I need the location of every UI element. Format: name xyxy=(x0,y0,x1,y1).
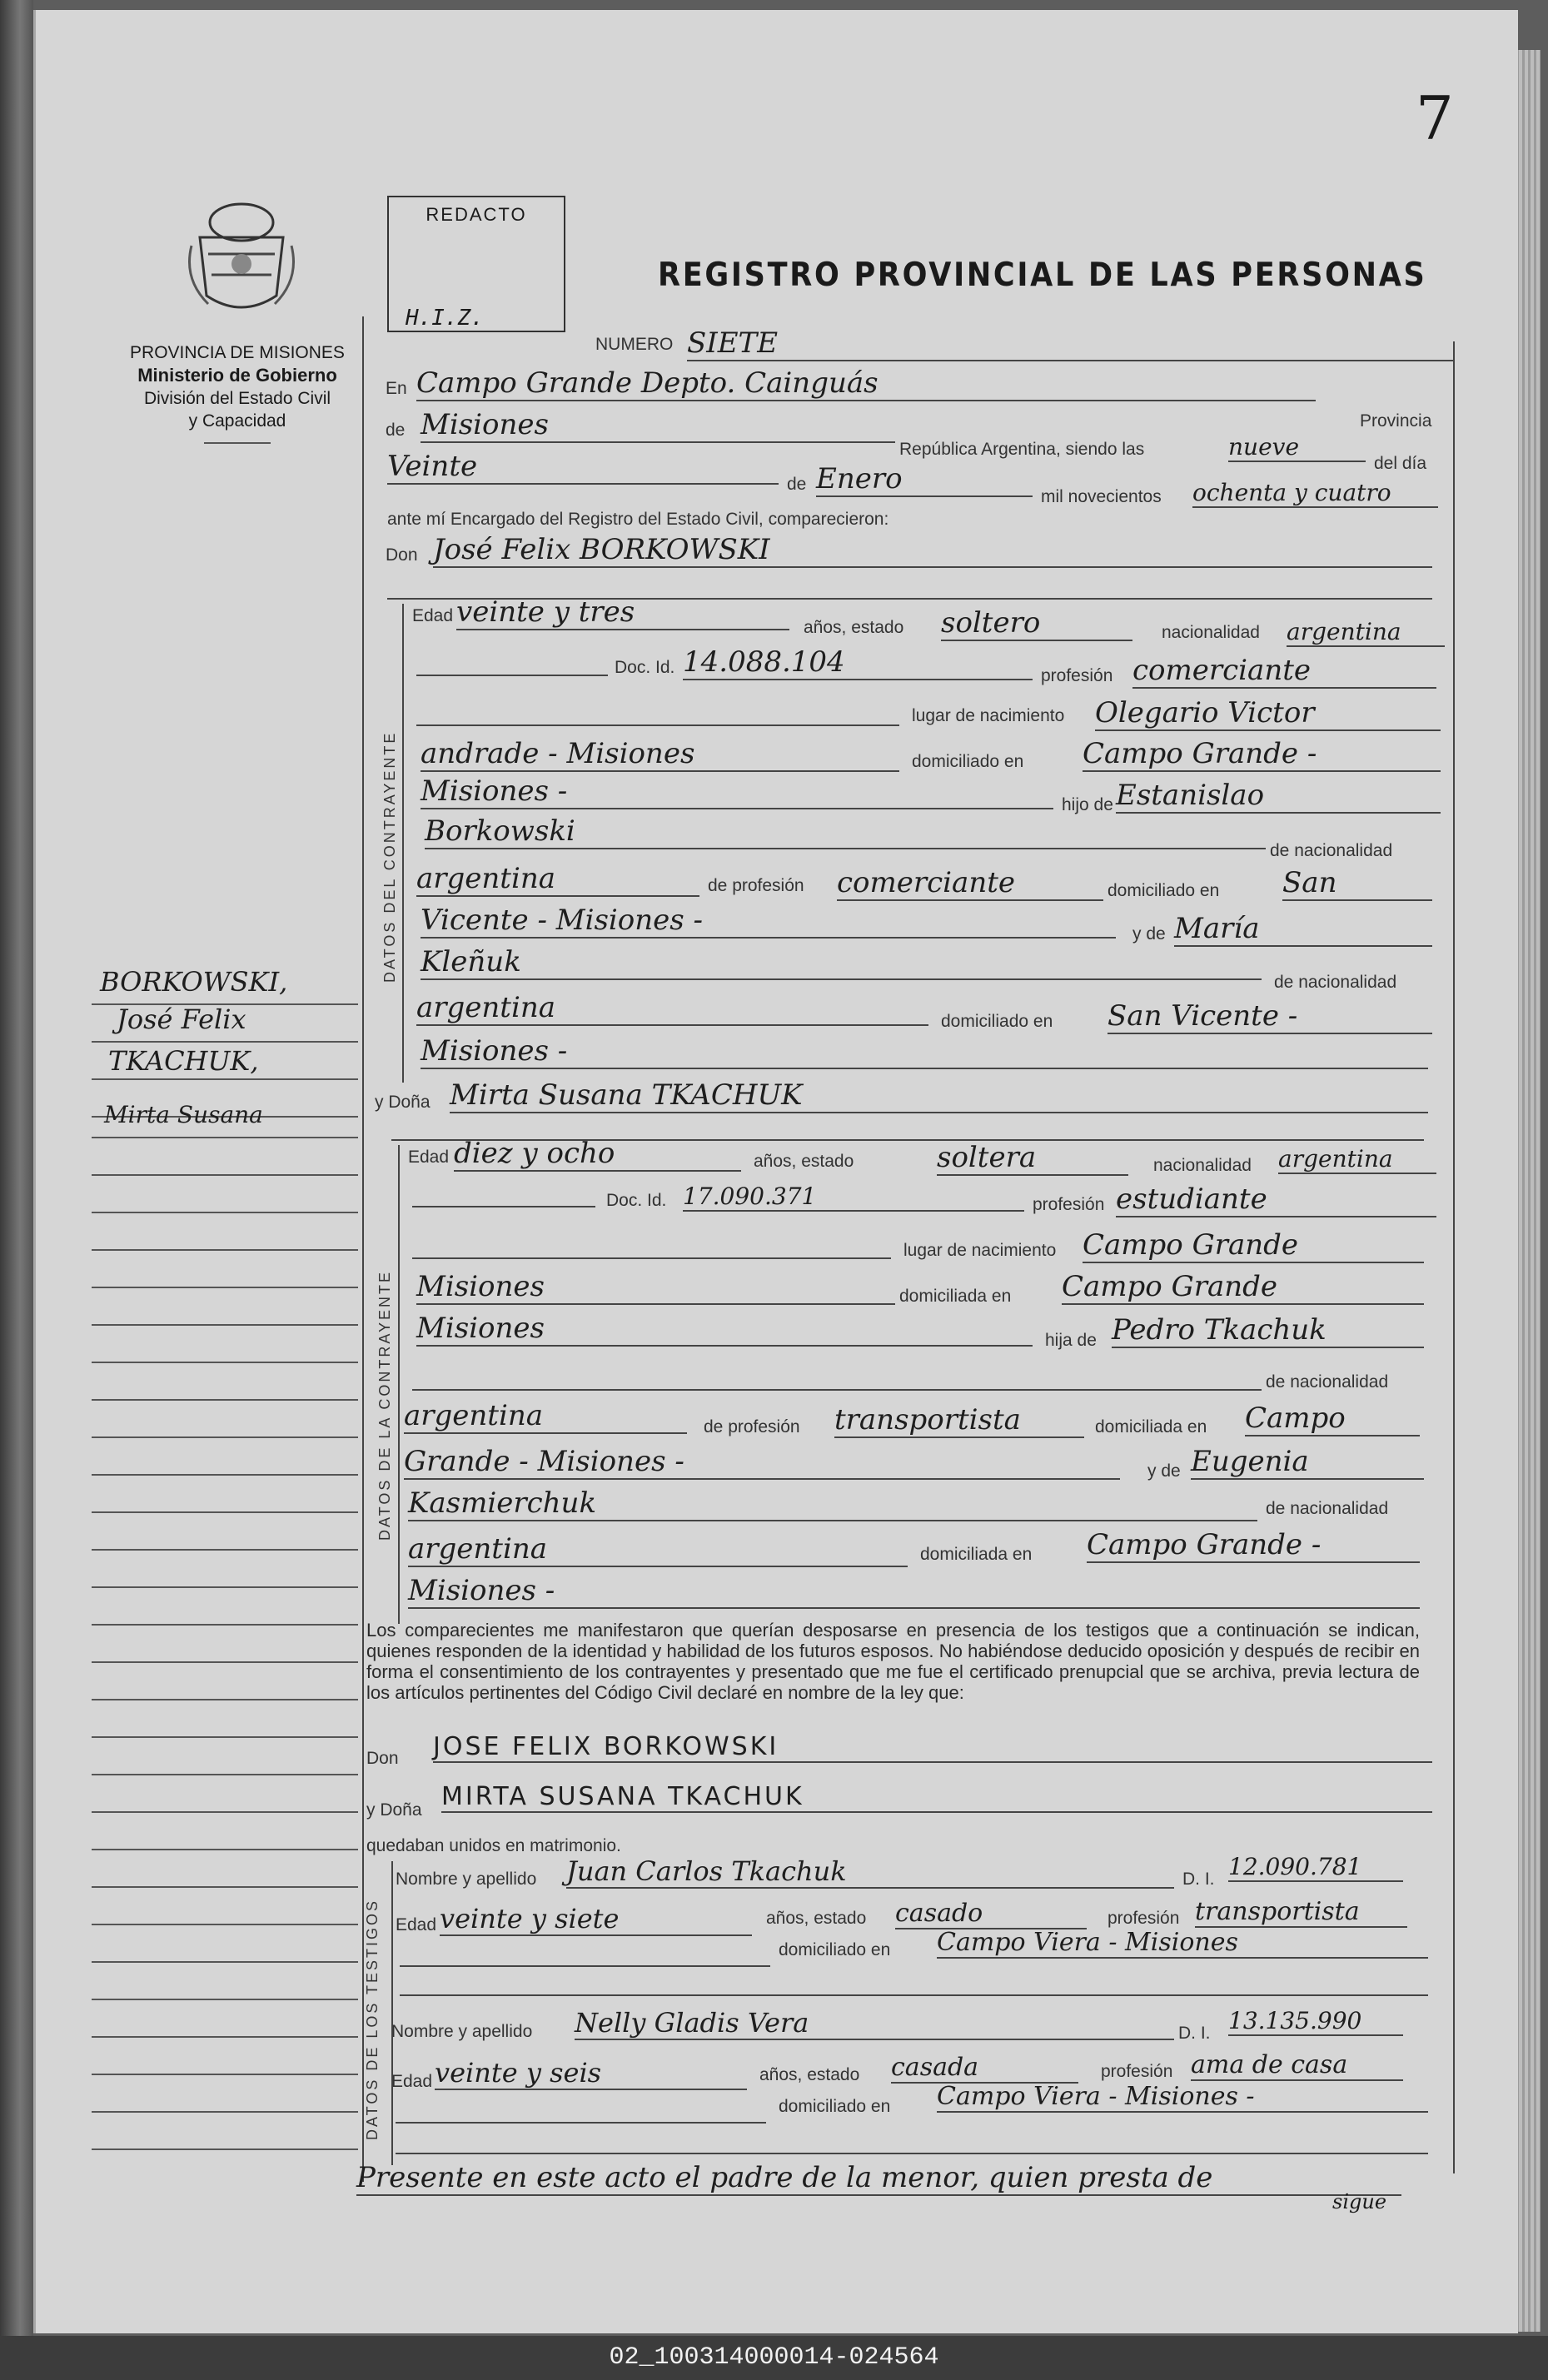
margin-line xyxy=(92,1287,358,1288)
margin-line xyxy=(92,1624,358,1626)
redacto-value: H.I.Z. xyxy=(406,306,484,331)
lugar-nac-label: lugar de nacimiento xyxy=(912,706,1065,725)
issuer-division: División del Estado Civil xyxy=(143,389,331,408)
f-madre-dom: Campo Grande - xyxy=(1087,1528,1420,1563)
coat-of-arms-icon xyxy=(183,196,300,321)
t1-di: 12.090.781 xyxy=(1228,1853,1403,1882)
di-label: D. I. xyxy=(1178,2024,1211,2043)
margin-line xyxy=(92,2074,358,2075)
nombre-label: Nombre y apellido xyxy=(396,1870,537,1889)
profesion-label: profesión xyxy=(1041,666,1113,685)
dona-label-2: y Doña xyxy=(366,1800,422,1820)
domiciliada-label: domiciliada en xyxy=(920,1545,1033,1564)
c-lugar-nac: Olegario Victor xyxy=(1095,696,1441,731)
quedaban-label: quedaban unidos en matrimonio. xyxy=(366,1836,621,1855)
margin-line xyxy=(92,1474,358,1476)
footer-id: 02_100314000014-024564 xyxy=(0,2336,1548,2380)
redacto-label: REDACTO xyxy=(426,204,527,225)
margin-line xyxy=(92,1249,358,1251)
f-estado: soltera xyxy=(937,1141,1128,1176)
t1-nombre: Juan Carlos Tkachuk xyxy=(566,1855,1174,1889)
c-madre2: Kleñuk xyxy=(421,945,1262,980)
margin-line xyxy=(92,1849,358,1850)
t2-domicilio: Campo Viera - Misiones - xyxy=(937,2082,1428,2113)
c-lugar-nac2: andrade - Misiones xyxy=(421,737,899,772)
profesion-label: profesión xyxy=(1101,2062,1173,2081)
t2-nombre: Nelly Gladis Vera xyxy=(575,2007,1174,2040)
doc-label: Doc. Id. xyxy=(606,1191,667,1210)
nacionalidad-label: nacionalidad xyxy=(1153,1156,1252,1175)
t2-di: 13.135.990 xyxy=(1228,2007,1403,2036)
de-nacionalidad-label: de nacionalidad xyxy=(1266,1372,1389,1392)
de-mes-label: de xyxy=(787,475,807,494)
y-de-label: y de xyxy=(1132,924,1166,944)
book-spine xyxy=(0,0,33,2380)
margin-line xyxy=(92,1924,358,1925)
margin-line xyxy=(92,2111,358,2113)
anio-value: ochenta y cuatro xyxy=(1192,479,1438,508)
dona-value: Mirta Susana TKACHUK xyxy=(450,1078,1428,1113)
issuer-ministry: Ministerio de Gobierno xyxy=(137,365,337,386)
side-contrayente: DATOS DEL CONTRAYENTE xyxy=(381,730,398,983)
side-testigos: DATOS DE LOS TESTIGOS xyxy=(364,1898,381,2140)
f-padre: Pedro Tkachuk xyxy=(1112,1313,1424,1348)
republica-label: República Argentina, siendo las xyxy=(899,440,1145,459)
hora-value: nueve xyxy=(1228,433,1366,462)
domiciliado-label: domiciliado en xyxy=(779,2097,891,2116)
de-nacionalidad-label: de nacionalidad xyxy=(1270,841,1393,860)
numero-value: SIETE xyxy=(687,326,1453,361)
f-madre-nac: argentina xyxy=(408,1532,908,1567)
side-contrayenta: DATOS DE LA CONTRAYENTE xyxy=(376,1269,393,1541)
doc-label: Doc. Id. xyxy=(615,658,675,677)
don-label: Don xyxy=(386,545,418,565)
margin-line xyxy=(92,1961,358,1963)
f-profesion: estudiante xyxy=(1116,1183,1436,1217)
domiciliado-label: domiciliado en xyxy=(941,1012,1053,1031)
margin-line xyxy=(92,1774,358,1775)
domiciliado-label: domiciliado en xyxy=(1107,881,1220,900)
t1-estado: casado xyxy=(895,1899,1087,1929)
margin-name-1: BORKOWSKI, xyxy=(100,966,288,998)
decl-don: JOSE FELIX BORKOWSKI xyxy=(433,1732,1432,1763)
margin-line xyxy=(92,1886,358,1888)
f-lugar-nac2: Misiones xyxy=(416,1270,895,1305)
y-de-label: y de xyxy=(1147,1461,1181,1481)
c-madre: María xyxy=(1174,912,1432,947)
anos-estado-label: años, estado xyxy=(759,2065,860,2084)
don-value: José Felix BORKOWSKI xyxy=(433,533,1432,568)
f-madre-dom2: Misiones - xyxy=(408,1574,1420,1609)
de-nacionalidad-label: de nacionalidad xyxy=(1274,973,1397,992)
c-profesion: comerciante xyxy=(1132,654,1436,689)
t1-domicilio: Campo Viera - Misiones xyxy=(937,1928,1428,1959)
provincia-label: Provincia xyxy=(1360,411,1432,431)
issuer-capacidad: y Capacidad xyxy=(188,411,286,431)
c-domicilio2: Misiones - xyxy=(421,774,1053,809)
domiciliada-label: domiciliada en xyxy=(899,1287,1012,1306)
lugar-value: Campo Grande Depto. Cainguás xyxy=(416,366,1316,401)
c-padre2: Borkowski xyxy=(425,814,1266,849)
margin-line xyxy=(92,1661,358,1663)
hija-de-label: hija de xyxy=(1045,1331,1097,1350)
de-label: de xyxy=(386,421,406,440)
mil-label: mil novecientos xyxy=(1041,487,1162,506)
margin-line xyxy=(92,1999,358,2000)
c-padre-prof: comerciante xyxy=(837,866,1103,901)
c-madre-dom2: Misiones - xyxy=(421,1034,1428,1069)
margin-line xyxy=(92,1549,358,1551)
contrayenta-bracket xyxy=(398,1145,400,1624)
margin-line xyxy=(92,1174,358,1176)
lugar-nac-label: lugar de nacimiento xyxy=(903,1241,1057,1260)
profesion-label: profesión xyxy=(1107,1909,1180,1928)
page-number: 7 xyxy=(1416,83,1454,153)
issuer-province: PROVINCIA DE MISIONES xyxy=(130,343,345,362)
anos-estado-label: años, estado xyxy=(766,1909,867,1928)
t1-edad: veinte y siete xyxy=(440,1903,752,1936)
c-madre-dom: San Vicente - xyxy=(1107,999,1432,1034)
margin-line xyxy=(92,1362,358,1363)
redacto-box xyxy=(387,196,565,332)
c-estado: soltero xyxy=(941,606,1132,641)
domiciliado-label: domiciliado en xyxy=(912,752,1024,771)
margin-line xyxy=(92,2036,358,2038)
nombre-label: Nombre y apellido xyxy=(391,2022,533,2041)
mes-value: Enero xyxy=(816,462,1033,497)
edad-label: Edad xyxy=(396,1915,437,1934)
numero-label: NUMERO xyxy=(595,335,674,354)
margin-line xyxy=(92,1699,358,1700)
f-madre: Eugenia xyxy=(1191,1445,1424,1480)
f-domicilio: Campo Grande xyxy=(1062,1270,1424,1305)
edad-label: Edad xyxy=(412,606,454,625)
t2-estado: casada xyxy=(891,2053,1078,2084)
f-padre-prof: transportista xyxy=(834,1403,1084,1438)
margin-line xyxy=(92,1399,358,1401)
margin-line xyxy=(92,1212,358,1213)
edad-label: Edad xyxy=(408,1148,450,1167)
hijo-de-label: hijo de xyxy=(1062,795,1113,814)
f-edad: diez y ocho xyxy=(454,1137,741,1172)
c-doc: 14.088.104 xyxy=(683,645,1033,680)
c-padre-dom2: Vicente - Misiones - xyxy=(421,904,1116,939)
margin-name-2: José Felix xyxy=(117,1003,246,1035)
t1-profesion: transportista xyxy=(1195,1897,1407,1928)
dia-value: Veinte xyxy=(387,450,779,485)
del-dia-label: del día xyxy=(1374,454,1427,473)
testigos-bracket xyxy=(391,1861,393,2165)
de-profesion-label: de profesión xyxy=(704,1417,800,1436)
declaration-text: Los comparecientes me manifestaron que querían desposarse en presencia de los testigos que a continuación se indican, quienes responden de la identidad y habilidad de los futuros esposos. No habiéndose deducido oposición y después de recibir en forma el consentimiento de los contrayentes y presentado que me fue el certificado prenupcial que se archiva, previa lectura de los artículos pertinentes del Código Civil declaré en nombre de la ley que: xyxy=(366,1620,1420,1703)
f-padre-dom2: Grande - Misiones - xyxy=(404,1445,1120,1480)
f-lugar-nac: Campo Grande xyxy=(1083,1228,1424,1263)
document-title: REGISTRO PROVINCIAL DE LAS PERSONAS xyxy=(658,256,1427,294)
dona-label: y Doña xyxy=(375,1093,431,1112)
t2-profesion: ama de casa xyxy=(1191,2050,1403,2081)
ante-text: ante mí Encargado del Registro del Estado Civil, comparecieron: xyxy=(387,510,889,529)
en-label: En xyxy=(386,379,407,398)
domiciliado-label: domiciliado en xyxy=(779,1940,891,1959)
de-nacionalidad-label: de nacionalidad xyxy=(1266,1499,1389,1518)
nota-sigue: sigue xyxy=(1332,2190,1387,2213)
c-padre: Estanislao xyxy=(1116,779,1441,814)
decl-dona: MIRTA SUSANA TKACHUK xyxy=(441,1782,1432,1813)
f-padre-dom: Campo xyxy=(1245,1402,1420,1436)
margin-line xyxy=(92,2148,358,2150)
nacionalidad-label: nacionalidad xyxy=(1162,623,1260,642)
anos-estado-label: años, estado xyxy=(804,618,904,637)
margin-line xyxy=(92,1736,358,1738)
domiciliada-label: domiciliada en xyxy=(1095,1417,1207,1436)
margin-line xyxy=(92,1511,358,1513)
c-padre-nac: argentina xyxy=(416,862,699,897)
di-label: D. I. xyxy=(1182,1870,1215,1889)
t2-edad: veinte y seis xyxy=(435,2057,747,2090)
f-madre2: Kasmierchuk xyxy=(408,1486,1257,1521)
margin-name-3: TKACHUK, xyxy=(108,1045,259,1077)
anos-estado-label: años, estado xyxy=(754,1152,854,1171)
contrayente-bracket xyxy=(402,604,404,1083)
c-nacionalidad: argentina xyxy=(1287,618,1445,647)
profesion-label: profesión xyxy=(1033,1195,1105,1214)
f-nacionalidad: argentina xyxy=(1278,1145,1436,1174)
issuer-block xyxy=(96,341,379,444)
edad-label: Edad xyxy=(391,2072,433,2091)
c-madre-nac: argentina xyxy=(416,991,928,1026)
margin-line xyxy=(92,1811,358,1813)
margin-line xyxy=(92,1436,358,1438)
f-domicilio2: Misiones xyxy=(416,1312,1033,1347)
margin-line xyxy=(92,1586,358,1588)
margin-name-4: Mirta Susana xyxy=(104,1101,263,1128)
nota-final: Presente en este acto el padre de la menor, quien presta de xyxy=(356,2161,1401,2196)
f-doc: 17.090.371 xyxy=(683,1183,1024,1212)
provincia-value: Misiones xyxy=(421,408,895,443)
f-padre-nac: argentina xyxy=(404,1399,687,1434)
margin-line xyxy=(92,1324,358,1326)
frame-right xyxy=(1453,341,1455,2173)
de-profesion-label: de profesión xyxy=(708,876,804,895)
c-domicilio: Campo Grande - xyxy=(1083,737,1441,772)
don-label-2: Don xyxy=(366,1749,399,1768)
c-padre-dom: San xyxy=(1282,866,1432,901)
c-edad: veinte y tres xyxy=(456,595,789,630)
